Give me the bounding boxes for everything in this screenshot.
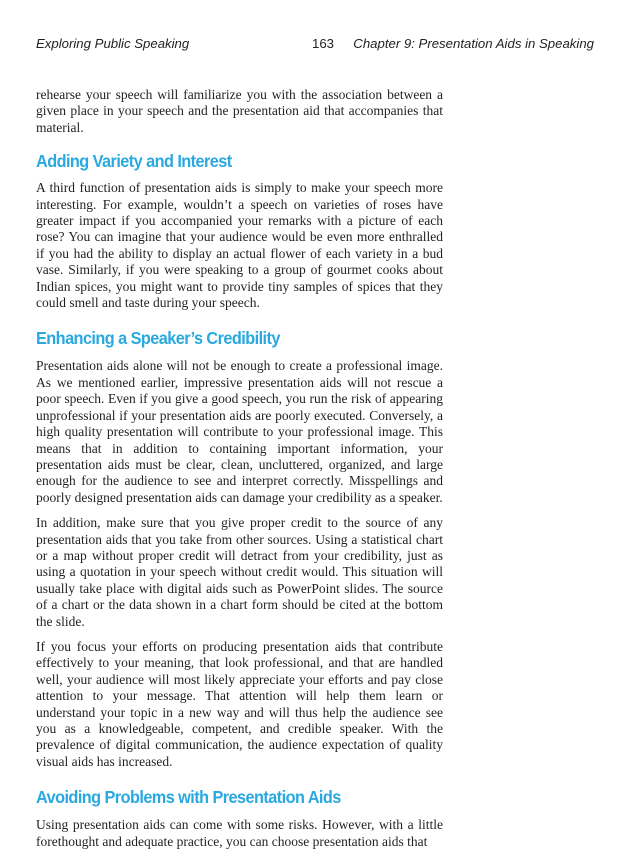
- body-paragraph: Using presentation aids can come with some risks. However, with a little forethought and adequate practice, you can choose presentation aids that: [36, 817, 443, 849]
- body-paragraph: If you focus your efforts on producing presentation aids that contribute effectively to your meaning, that look professional, and that are handled well, your audience will most likely appreciate your efforts and pay close attention to your message. That attention will help them learn or understand your topic in a new way and will thus help the audience see you as a knowledgeable, competent, and credible speaker. With the prevalence of digital communication, the audience expectation of quality visual aids has increased.: [36, 638, 443, 769]
- section-heading-variety: Adding Variety and Interest: [36, 151, 232, 172]
- body-paragraph: In addition, make sure that you give proper credit to the source of any presentation aids that you take from other sources. Using a statistical chart or a map without proper credit will detract from your credibility, just as using a quotation in your speech without credit would. This situation will usually take place with digital aids such as PowerPoint slides. The source of a chart or the data shown in a chart form should be cited at the bottom the slide.: [36, 515, 443, 629]
- section-heading-problems: Avoiding Problems with Presentation Aids: [36, 787, 341, 808]
- body-paragraph: A third function of presentation aids is simply to make your speech more interesting. For example, wouldn’t a speech on varieties of roses have greater impact if you accompanied your remarks with a picture of each rose? You can imagine that your audience would be even more enthralled if you had the ability to display an actual flower of each variety in a bud vase. Similarly, if you were speaking to a group of gourmet cooks about Indian spices, you might want to provide tiny samples of spices that they could smell and taste during your speech.: [36, 180, 443, 311]
- page-body: [36, 87, 443, 850]
- body-paragraph: Presentation aids alone will not be enough to create a professional image. As we mentioned earlier, impressive presentation aids will not rescue a poor speech. Even if you give a good speech, you run the risk of appearing unprofessional if your presentation aids are poorly executed. Conversely, a high quality presentation will contribute to your professional image. This means that in addition to containing important information, your presentation aids must be clear, clean, uncluttered, organized, and large enough for the audience to see and interpret correctly. Misspellings and poorly designed presentation aids can damage your credibility as a speaker.: [36, 358, 443, 505]
- running-header: [36, 36, 594, 54]
- chapter-title: Chapter 9: Presentation Aids in Speaking: [353, 36, 594, 51]
- page-number: 163: [312, 36, 335, 51]
- intro-paragraph: rehearse your speech will familiarize you with the association between a given place in your speech and the presentation aid that accompanies that material.: [36, 87, 443, 135]
- section-heading-credibility: Enhancing a Speaker’s Credibility: [36, 328, 280, 349]
- book-title: Exploring Public Speaking: [36, 36, 190, 51]
